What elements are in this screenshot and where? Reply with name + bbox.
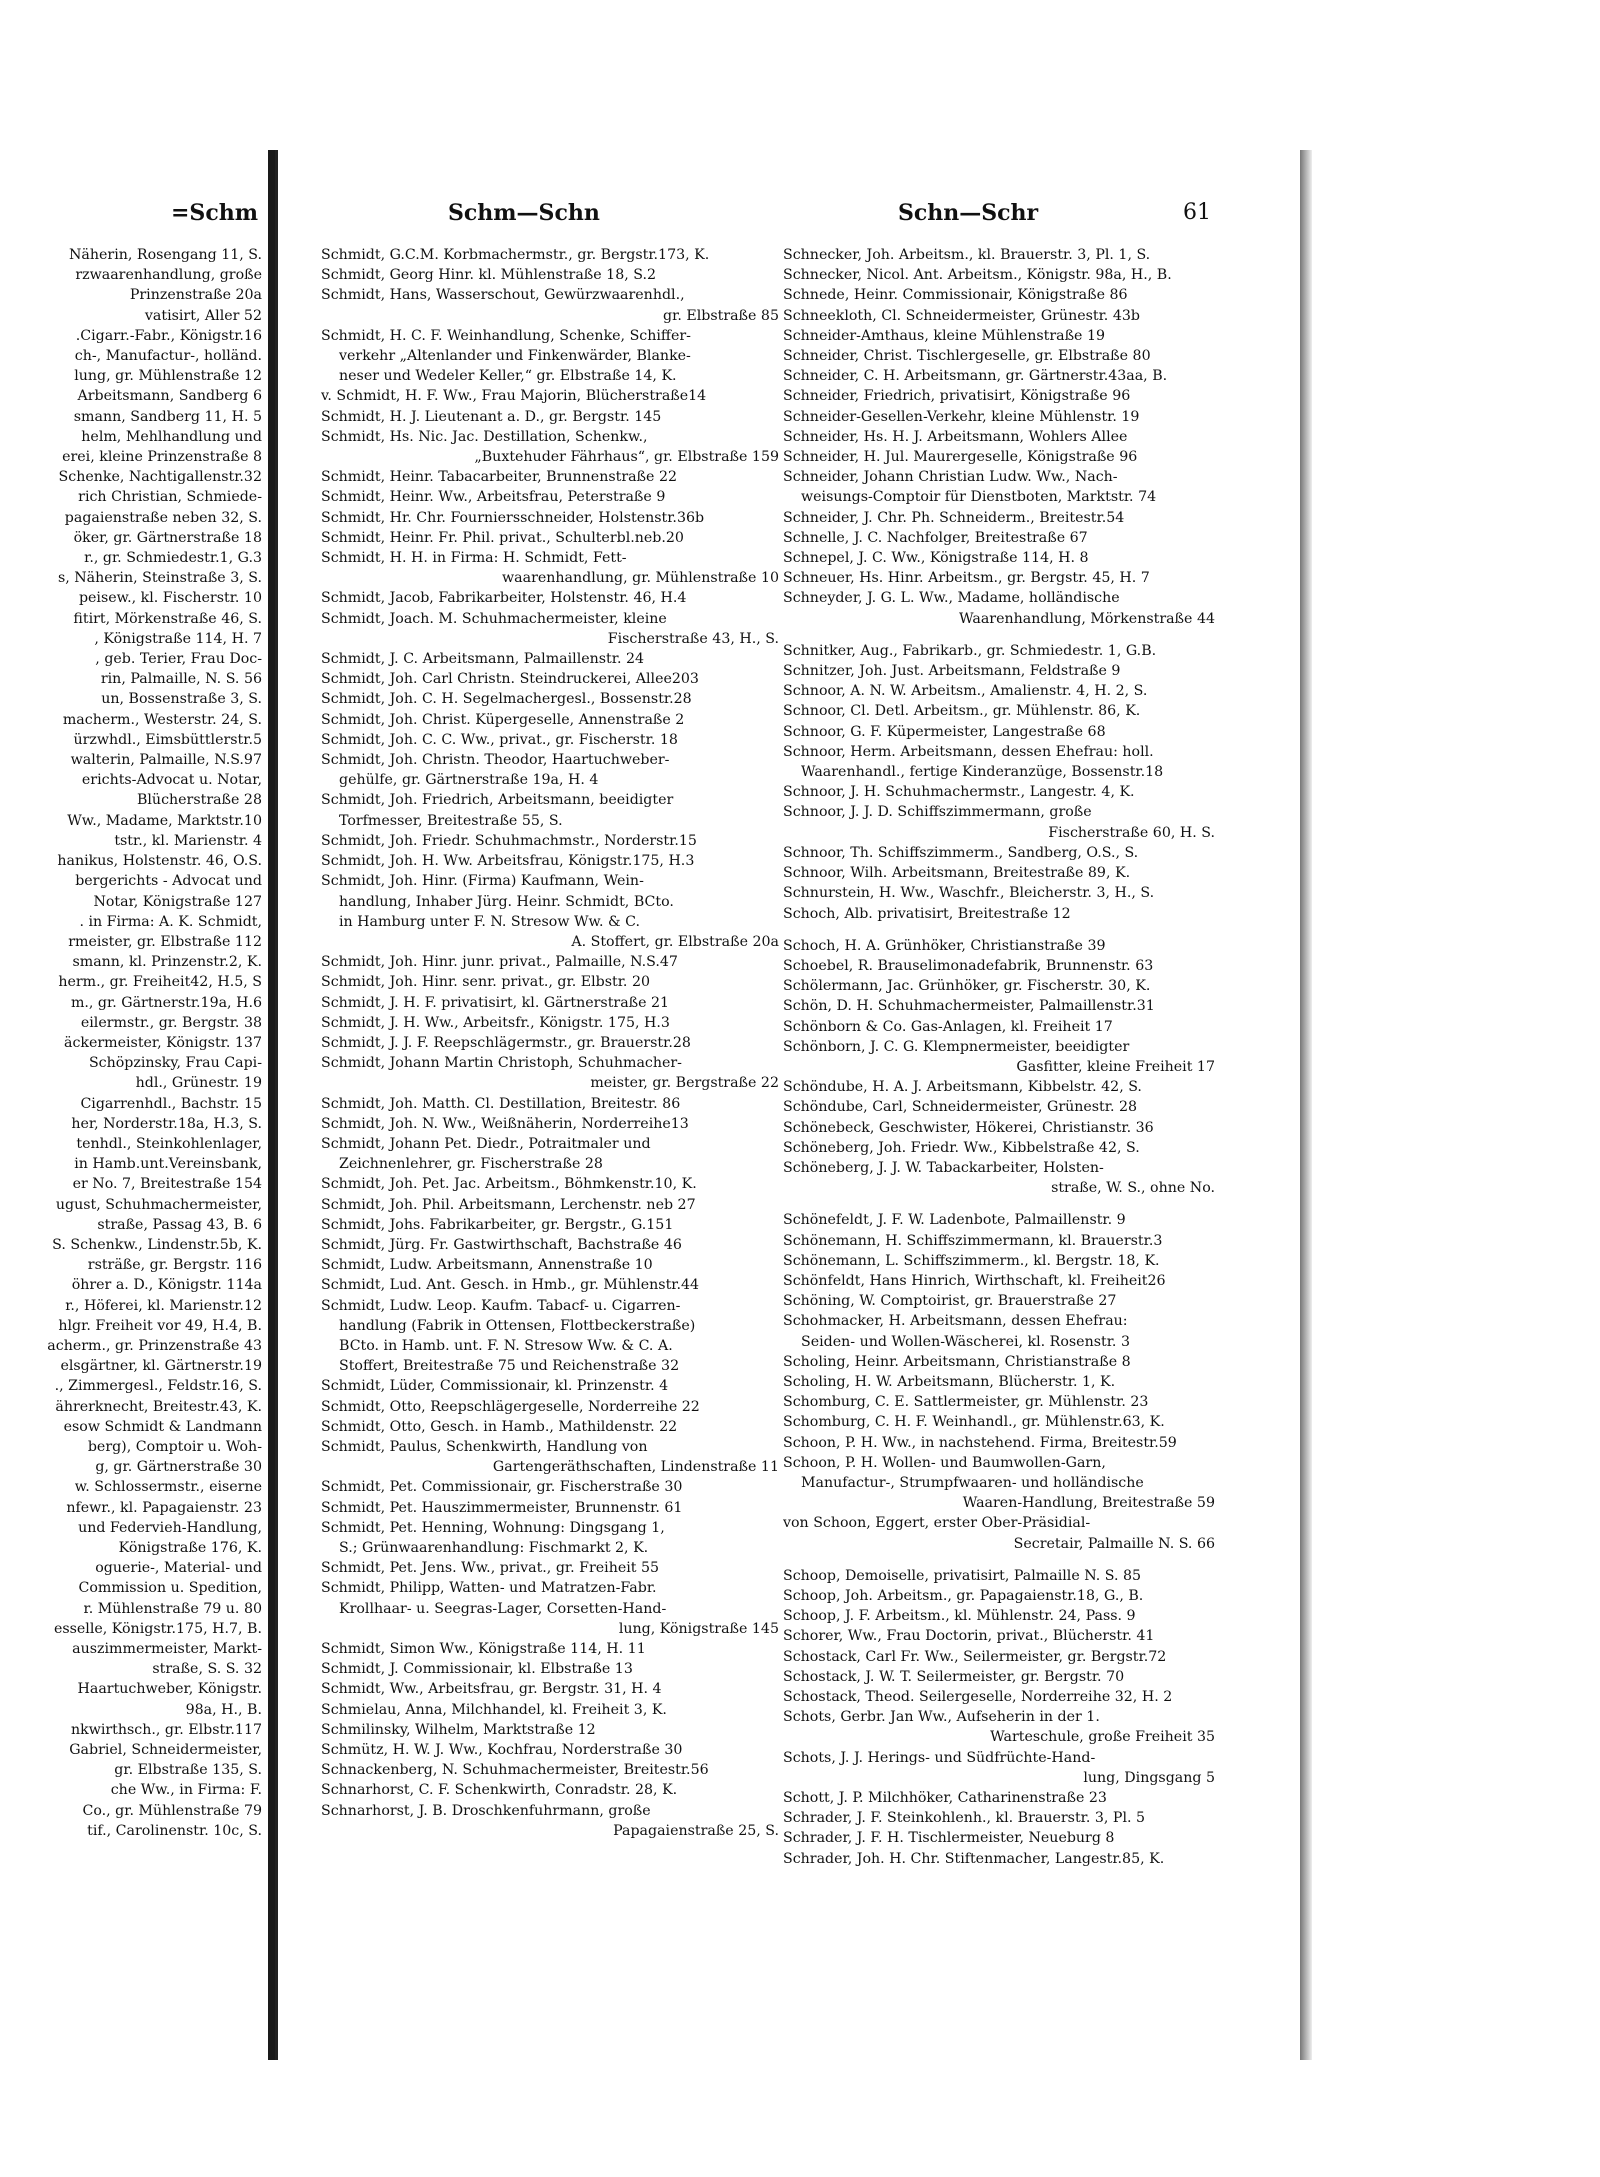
directory-entry: Schots, J. J. Herings- und Südfrüchte-Hand- — [783, 1749, 1096, 1766]
previous-page-line: peisew., kl. Fischerstr. 10 — [78, 590, 262, 607]
directory-entry: Schneider, H. Jul. Maurergeselle, Königstraße 96 — [783, 449, 1138, 466]
directory-entry: Schnoor, Wilh. Arbeitsmann, Breitestraße 89, K. — [783, 865, 1131, 882]
directory-page — [275, 150, 1305, 2060]
directory-entry: Krollhaar- u. Seegras-Lager, Corsetten-Hand- — [339, 1600, 667, 1617]
directory-entry: Schnelle, J. C. Nachfolger, Breitestraße 67 — [783, 529, 1088, 546]
directory-entry: Schneider, Johann Christian Ludw. Ww., Nach- — [783, 469, 1118, 486]
directory-entry-continuation: „Buxtehuder Fährhaus“, gr. Elbstraße 159 — [474, 449, 779, 466]
directory-entry: Schmidt, Johann Pet. Diedr., Potraitmaler und — [321, 1135, 651, 1152]
directory-entry: Zeichnenlehrer, gr. Fischerstraße 28 — [339, 1156, 603, 1173]
previous-page-line: elsgärtner, kl. Gärtnerstr.19 — [60, 1358, 262, 1375]
previous-page-line: Prinzenstraße 20a — [129, 287, 262, 304]
previous-page-line: , geb. Terier, Frau Doc- — [95, 651, 262, 668]
directory-entry-continuation: Warteschule, große Freiheit 35 — [990, 1729, 1215, 1746]
directory-entry: Schnarhorst, J. B. Droschkenfuhrmann, große — [321, 1802, 651, 1819]
previous-page-line: in Hamb.unt.Vereinsbank, — [74, 1156, 262, 1173]
directory-entry: Schmidt, J. C. Arbeitsmann, Palmaillenstr. 24 — [321, 651, 645, 668]
directory-entry-continuation: lung, Königstraße 145 — [618, 1620, 779, 1637]
previous-page-line: äckermeister, Königstr. 137 — [63, 1034, 262, 1051]
directory-entry: Schneider, J. Chr. Ph. Schneiderm., Breitestr.54 — [783, 509, 1125, 526]
previous-page-line: lung, gr. Mühlenstraße 12 — [74, 368, 262, 385]
previous-page-line: hdl., Grünestr. 19 — [135, 1075, 262, 1092]
previous-page-line: Schöpzinsky, Frau Capi- — [88, 1055, 262, 1072]
previous-page-line: Co., gr. Mühlenstraße 79 — [82, 1802, 262, 1819]
directory-entry: Schnackenberg, N. Schuhmachermeister, Breitestr.56 — [321, 1762, 709, 1779]
previous-page-line: S. Schenkw., Lindenstr.5b, K. — [52, 1236, 262, 1253]
previous-page-line: ürzwhdl., Eimsbüttlerstr.5 — [73, 731, 262, 748]
directory-entry: Schmidt, J. H. Ww., Arbeitsfr., Königstr. 175, H.3 — [321, 1014, 670, 1031]
entry-spacer — [783, 1198, 1215, 1210]
directory-entry: Schneider, Friedrich, privatisirt, Königstraße 96 — [783, 388, 1131, 405]
directory-entry: Schomburg, C. H. F. Weinhandl., gr. Mühlenstr.63, K. — [783, 1414, 1165, 1431]
directory-entry-continuation: Fischerstraße 43, H., S. — [607, 630, 779, 647]
directory-entry: Schnarhorst, C. F. Schenkwirth, Conradstr. 28, K. — [321, 1782, 678, 1799]
directory-entry: Waarenhandl., fertige Kinderanzüge, Bossenstr.18 — [801, 764, 1164, 781]
previous-page-line: hlgr. Freiheit vor 49, H.4, B. — [58, 1317, 262, 1334]
directory-entry: handlung (Fabrik in Ottensen, Flottbeckerstraße) — [339, 1317, 696, 1334]
directory-entry: Schmidt, Hr. Chr. Fourniersschneider, Holstenstr.36b — [321, 509, 705, 526]
directory-entry: neser und Wedeler Keller,“ gr. Elbstraße 14, K. — [339, 368, 677, 385]
directory-entry: Schots, Gerbr. Jan Ww., Aufseherin in der 1. — [783, 1709, 1100, 1726]
directory-entry: Schmidt, Joh. N. Ww., Weißnäherin, Norderreihe13 — [321, 1115, 689, 1132]
directory-entry: Schott, J. P. Milchhöker, Catharinenstraße 23 — [783, 1790, 1107, 1807]
directory-entry-continuation: Gasfitter, kleine Freiheit 17 — [1016, 1058, 1215, 1075]
directory-entry: Scholing, H. W. Arbeitsmann, Blücherstr. 1, K. — [783, 1373, 1116, 1390]
directory-entry: Schmütz, H. W. J. Ww., Kochfrau, Norderstraße 30 — [321, 1742, 683, 1759]
previous-page-line: Notar, Königstraße 127 — [93, 893, 262, 910]
previous-page-line: walterin, Palmaille, N.S.97 — [70, 752, 262, 769]
directory-entry: Schoon, P. H. Wollen- und Baumwollen-Garn, — [783, 1454, 1106, 1471]
previous-page-line: acherm., gr. Prinzenstraße 43 — [47, 1337, 262, 1354]
directory-entry: Schönemann, L. Schiffszimmerm., kl. Bergstr. 18, K. — [783, 1252, 1160, 1269]
directory-entry: Schnitker, Aug., Fabrikarb., gr. Schmiedestr. 1, G.B. — [783, 642, 1157, 659]
right-column — [783, 245, 1215, 1869]
directory-entry: Schmidt, H. C. F. Weinhandlung, Schenke, Schiffer- — [321, 327, 691, 344]
directory-entry: Schmidt, Heinr. Ww., Arbeitsfrau, Peterstraße 9 — [321, 489, 666, 506]
directory-entry: Schmidt, Jürg. Fr. Gastwirthschaft, Bachstraße 46 — [321, 1236, 682, 1253]
directory-entry: Schönemann, H. Schiffszimmermann, kl. Brauerstr.3 — [783, 1232, 1163, 1249]
previous-page-line: tif., Carolinenstr. 10c, S. — [87, 1822, 262, 1839]
previous-page-line: vatisirt, Aller 52 — [144, 307, 262, 324]
directory-entry: Schoop, Joh. Arbeitsm., gr. Papagaienstr.18, G., B. — [783, 1588, 1144, 1604]
directory-entry: Schöndube, H. A. J. Arbeitsmann, Kibbelstr. 42, S. — [783, 1079, 1142, 1096]
directory-entry: Schorer, Ww., Frau Doctorin, privat., Blücherstr. 41 — [783, 1628, 1155, 1645]
previous-page-line: Näherin, Rosengang 11, S. — [69, 247, 262, 263]
directory-entry-continuation: Gartengeräthschaften, Lindenstraße 11 — [492, 1459, 779, 1476]
previous-page-line: Arbeitsmann, Sandberg 6 — [77, 388, 262, 405]
directory-entry: Schnecker, Nicol. Ant. Arbeitsm., Königstr. 98a, H., B. — [783, 267, 1172, 284]
previous-page-line: nkwirthsch., gr. Elbstr.117 — [70, 1721, 262, 1738]
entry-spacer — [783, 924, 1215, 936]
previous-page-line: Königstraße 176, K. — [118, 1540, 262, 1556]
directory-entry: Schmidt, Johs. Fabrikarbeiter, gr. Bergstr., G.151 — [321, 1216, 674, 1233]
previous-page-line: che Ww., in Firma: F. — [110, 1782, 262, 1799]
previous-page-line: rich Christian, Schmiede- — [78, 489, 262, 506]
previous-page-line: un, Bossenstraße 3, S. — [101, 691, 262, 708]
previous-page-line: w. Schlossermstr., eiserne — [74, 1479, 262, 1496]
directory-entry: Schoop, J. F. Arbeitsm., kl. Mühlenstr. 24, Pass. 9 — [783, 1608, 1136, 1625]
directory-entry: handlung, Inhaber Jürg. Heinr. Schmidt, BCto. — [339, 893, 674, 910]
directory-entry: Schostack, J. W. T. Seilermeister, gr. Bergstr. 70 — [783, 1668, 1125, 1685]
directory-entry: Schmidt, Joh. Hinr. (Firma) Kaufmann, Wein- — [321, 873, 644, 890]
directory-entry: BCto. in Hamb. unt. F. N. Stresow Ww. & C. A. — [339, 1337, 673, 1354]
directory-entry: Schmidt, Joh. H. Ww. Arbeitsfrau, Königstr.175, H.3 — [321, 853, 695, 870]
directory-entry: Schmidt, Heinr. Tabacarbeiter, Brunnenstraße 22 — [321, 469, 677, 486]
directory-entry: Schmidt, Otto, Gesch. in Hamb., Mathildenstr. 22 — [321, 1418, 678, 1435]
previous-page-line: macherm., Westerstr. 24, S. — [62, 711, 262, 728]
directory-entry: Schön, D. H. Schuhmachermeister, Palmaillenstr.31 — [783, 998, 1155, 1015]
directory-entry: Schmidt, Philipp, Watten- und Matratzen-Fabr. — [321, 1580, 657, 1597]
directory-entry: Schmidt, J. H. F. privatisirt, kl. Gärtnerstraße 21 — [321, 994, 670, 1011]
directory-entry: Schneuer, Hs. Hinr. Arbeitsm., gr. Bergstr. 45, H. 7 — [783, 570, 1150, 587]
directory-entry: Schneyder, J. G. L. Ww., Madame, holländische — [783, 590, 1120, 607]
previous-page-line: bergerichts - Advocat und — [75, 873, 262, 890]
previous-page-line: Gabriel, Schneidermeister, — [69, 1742, 262, 1759]
directory-entry: Schnecker, Joh. Arbeitsm., kl. Brauerstr. 3, Pl. 1, S. — [783, 247, 1151, 263]
previous-page-line: tstr., kl. Marienstr. 4 — [114, 832, 262, 849]
directory-entry-continuation: meister, gr. Bergstraße 22 — [590, 1075, 779, 1092]
directory-entry: Schneider-Amthaus, kleine Mühlenstraße 19 — [783, 327, 1106, 344]
previous-page-line: rzwaarenhandlung, große — [75, 267, 262, 284]
previous-page-line: straße, Passag 43, B. 6 — [97, 1216, 262, 1233]
directory-entry: Schönefeldt, J. F. W. Ladenbote, Palmaillenstr. 9 — [783, 1212, 1126, 1229]
previous-page-line: nfewr., kl. Papagaienstr. 23 — [66, 1499, 262, 1516]
previous-page-column — [0, 245, 262, 1841]
previous-page-line: Cigarrenhdl., Bachstr. 15 — [80, 1095, 262, 1112]
directory-entry: Seiden- und Wollen-Wäscherei, kl. Rosenstr. 3 — [801, 1333, 1130, 1350]
directory-entry: Schnoor, Cl. Detl. Arbeitsm., gr. Mühlenstr. 86, K. — [783, 703, 1141, 720]
previous-page-line: , Königstraße 114, H. 7 — [94, 630, 262, 647]
previous-page-line: und Federvieh-Handlung, — [78, 1519, 262, 1536]
previous-page-line: oguerie-, Material- und — [95, 1560, 262, 1577]
entry-spacer — [783, 629, 1215, 641]
directory-entry: Schmidt, Jacob, Fabrikarbeiter, Holstenstr. 46, H.4 — [321, 590, 687, 607]
previous-page-line: esow Schmidt & Landmann — [63, 1418, 262, 1435]
directory-entry: Schmielau, Anna, Milchhandel, kl. Freiheit 3, K. — [321, 1701, 667, 1718]
directory-entry: Schmidt, Joh. Phil. Arbeitsmann, Lerchenstr. neb 27 — [321, 1196, 696, 1213]
directory-entry-continuation: A. Stoffert, gr. Elbstraße 20a — [571, 933, 779, 950]
directory-entry: Schnede, Heinr. Commissionair, Königstraße 86 — [783, 287, 1128, 304]
directory-entry: gehülfe, gr. Gärtnerstraße 19a, H. 4 — [339, 772, 599, 789]
directory-entry: Schmidt, Heinr. Fr. Phil. privat., Schulterbl.neb.20 — [321, 529, 684, 546]
directory-entry: Schmidt, Paulus, Schenkwirth, Handlung von — [321, 1438, 648, 1455]
previous-page-line: er No. 7, Breitestraße 154 — [72, 1176, 262, 1193]
directory-entry-continuation: Secretair, Palmaille N. S. 66 — [1013, 1535, 1215, 1552]
directory-entry: weisungs-Comptoir für Dienstboten, Marktstr. 74 — [801, 489, 1157, 506]
directory-entry-continuation: waarenhandlung, gr. Mühlenstraße 10 — [502, 570, 779, 587]
previous-page-line: fitirt, Mörkenstraße 46, S. — [73, 610, 262, 627]
previous-page-line: öhrer a. D., Königstr. 114a — [71, 1277, 262, 1294]
directory-entry: Schmidt, Joh. C. C. Ww., privat., gr. Fischerstr. 18 — [321, 731, 678, 748]
directory-entry: Schmidt, Pet. Hauszimmermeister, Brunnenstr. 61 — [321, 1499, 683, 1516]
previous-page-line: smann, Sandberg 11, H. 5 — [73, 408, 262, 425]
previous-page-line: eilermstr., gr. Bergstr. 38 — [80, 1014, 262, 1031]
previous-page-line: gr. Elbstraße 135, S. — [114, 1762, 262, 1779]
directory-entry: Schmidt, Johann Martin Christoph, Schuhmacher- — [321, 1055, 682, 1072]
directory-entry: Schohmacker, H. Arbeitsmann, dessen Ehefrau: — [783, 1313, 1128, 1330]
directory-entry: Schmidt, Pet. Commissionair, gr. Fischerstraße 30 — [321, 1479, 683, 1496]
directory-entry: Schmidt, H. J. Lieutenant a. D., gr. Bergstr. 145 — [321, 408, 662, 425]
directory-entry: Schmidt, Ww., Arbeitsfrau, gr. Bergstr. 31, H. 4 — [321, 1681, 662, 1698]
previous-page-line: Haartuchweber, Königstr. — [77, 1681, 262, 1698]
directory-entry: Schmidt, Otto, Reepschlägergeselle, Norderreihe 22 — [321, 1398, 700, 1415]
directory-entry: Schmidt, Ludw. Leop. Kaufm. Tabacf- u. Cigarren- — [321, 1297, 681, 1314]
directory-entry: Schmidt, Joh. Hinr. junr. privat., Palmaille, N.S.47 — [321, 954, 678, 971]
directory-entry: Schoop, Demoiselle, privatisirt, Palmaille N. S. 85 — [783, 1567, 1142, 1584]
directory-entry: Schostack, Carl Fr. Ww., Seilermeister, gr. Bergstr.72 — [783, 1648, 1167, 1665]
directory-entry: Schoch, Alb. privatisirt, Breitestraße 12 — [783, 905, 1071, 922]
previous-page-line: . in Firma: A. K. Schmidt, — [79, 913, 262, 930]
previous-page-line: berg), Comptoir u. Woh- — [87, 1438, 262, 1455]
previous-page-line: Commission u. Spedition, — [78, 1580, 262, 1597]
directory-entry: Schoebel, R. Brauselimonadefabrik, Brunnenstr. 63 — [783, 957, 1154, 974]
directory-entry: Schneider, C. H. Arbeitsmann, gr. Gärtnerstr.43aa, B. — [783, 368, 1168, 385]
directory-entry: Schmidt, H. H. in Firma: H. Schmidt, Fett- — [321, 550, 627, 567]
directory-entry: Schmidt, Simon Ww., Königstraße 114, H. 11 — [321, 1641, 646, 1658]
directory-entry: Schmidt, Joh. Pet. Jac. Arbeitsm., Böhmkenstr.10, K. — [321, 1176, 697, 1193]
directory-entry: Schnepel, J. C. Ww., Königstraße 114, H. 8 — [783, 550, 1089, 567]
directory-entry: Schmidt, Joh. Matth. Cl. Destillation, Breitestr. 86 — [321, 1095, 681, 1112]
previous-page-line: herm., gr. Freiheit42, H.5, S — [58, 974, 262, 991]
directory-entry: Schöneberg, J. J. W. Tabackarbeiter, Holsten- — [783, 1159, 1104, 1176]
previous-page-line: r. Mühlenstraße 79 u. 80 — [83, 1600, 262, 1617]
previous-page-line: ., Zimmergesl., Feldstr.16, S. — [54, 1378, 262, 1395]
previous-page-header: =Schm — [171, 200, 258, 226]
directory-entry: Schomburg, C. E. Sattlermeister, gr. Mühlenstr. 23 — [783, 1394, 1149, 1411]
directory-entry: Schnurstein, H. Ww., Waschfr., Bleicherstr. 3, H., S. — [783, 885, 1155, 902]
directory-entry: Schneekloth, Cl. Schneidermeister, Grünestr. 43b — [783, 307, 1140, 324]
directory-entry: Schneider, Hs. H. J. Arbeitsmann, Wohlers Allee — [783, 428, 1128, 445]
directory-entry: Manufactur-, Strumpfwaaren- und holländische — [801, 1474, 1144, 1491]
directory-entry: Schmidt, Georg Hinr. kl. Mühlenstraße 18, S.2 — [321, 267, 656, 284]
directory-entry: Schoon, P. H. Ww., in nachstehend. Firma, Breitestr.59 — [783, 1434, 1177, 1451]
directory-entry: Schostack, Theod. Seilergeselle, Norderreihe 32, H. 2 — [783, 1689, 1173, 1706]
directory-entry: Schnoor, A. N. W. Arbeitsm., Amalienstr. 4, H. 2, S. — [783, 683, 1148, 700]
directory-entry-continuation: Papagaienstraße 25, S. — [613, 1822, 779, 1839]
directory-entry: Schmilinsky, Wilhelm, Marktstraße 12 — [321, 1721, 596, 1738]
previous-page-line: tenhdl., Steinkohlenlager, — [76, 1135, 262, 1152]
previous-page-line: g, gr. Gärtnerstraße 30 — [95, 1459, 262, 1476]
directory-entry-continuation: gr. Elbstraße 85 — [663, 307, 779, 324]
directory-entry: Scholing, Heinr. Arbeitsmann, Christianstraße 8 — [783, 1353, 1131, 1370]
directory-entry: Schmidt, Joh. C. H. Segelmachergesl., Bossenstr.28 — [321, 691, 692, 708]
header-right: Schn—Schr — [898, 200, 1039, 226]
previous-page-line: auszimmermeister, Markt- — [72, 1641, 262, 1658]
directory-entry: Schmidt, Joh. Hinr. senr. privat., gr. Elbstr. 20 — [321, 974, 651, 991]
previous-page-line: ährerknecht, Breitestr.43, K. — [55, 1398, 262, 1415]
directory-entry: Schnoor, J. J. D. Schiffszimmermann, große — [783, 804, 1092, 821]
directory-entry-continuation: lung, Dingsgang 5 — [1083, 1769, 1215, 1786]
directory-entry: Schrader, J. F. H. Tischlermeister, Neueburg 8 — [783, 1830, 1115, 1847]
directory-entry-continuation: Waarenhandlung, Mörkenstraße 44 — [959, 610, 1215, 627]
directory-entry: Schmidt, Joh. Carl Christn. Steindruckerei, Allee203 — [321, 671, 699, 688]
directory-entry: Schnoor, G. F. Küpermeister, Langestraße 68 — [783, 723, 1106, 740]
directory-entry: Schmidt, Joh. Friedrich, Arbeitsmann, beeidigter — [321, 792, 674, 809]
previous-page-line: Schenke, Nachtigallenstr.32 — [58, 469, 262, 486]
previous-page-fragment — [0, 150, 271, 2060]
previous-page-line: her, Norderstr.18a, H.3, S. — [71, 1115, 262, 1132]
previous-page-line: rin, Palmaille, N. S. 56 — [100, 671, 262, 688]
directory-entry: Schnitzer, Joh. Just. Arbeitsmann, Feldstraße 9 — [783, 663, 1121, 680]
header-left: Schm—Schn — [448, 200, 600, 226]
previous-page-line: esselle, Königstr.175, H.7, B. — [53, 1620, 262, 1637]
directory-entry-continuation: Fischerstraße 60, H. S. — [1048, 824, 1215, 841]
page-edge — [1300, 150, 1312, 2060]
middle-column — [321, 245, 779, 1841]
directory-entry: verkehr „Altenlander und Finkenwärder, Blanke- — [339, 348, 691, 365]
previous-page-line: .Cigarr.-Fabr., Königstr.16 — [75, 327, 262, 344]
page-number: 61 — [1183, 200, 1211, 225]
previous-page-line: ch-, Manufactur-, holländ. — [74, 348, 262, 365]
directory-entry: Schmidt, Hs. Nic. Jac. Destillation, Schenkw., — [321, 428, 648, 445]
previous-page-line: hanikus, Holstenstr. 46, O.S. — [57, 853, 262, 870]
previous-page-line: r., Höferei, kl. Marienstr.12 — [65, 1297, 262, 1314]
directory-entry: Schnoor, J. H. Schuhmachermstr., Langestr. 4, K. — [783, 784, 1135, 801]
directory-entry: Schmidt, Hans, Wasserschout, Gewürzwaarenhdl., — [321, 287, 685, 304]
previous-page-line: pagaienstraße neben 32, S. — [64, 509, 262, 526]
directory-entry: Schmidt, Joh. Friedr. Schuhmachmstr., Norderstr.15 — [321, 832, 697, 849]
directory-entry: Schöneberg, Joh. Friedr. Ww., Kibbelstraße 42, S. — [783, 1139, 1140, 1156]
directory-entry-continuation: Waaren-Handlung, Breitestraße 59 — [962, 1495, 1215, 1512]
directory-entry: Schönborn & Co. Gas-Anlagen, kl. Freiheit 17 — [783, 1018, 1113, 1035]
directory-entry: Schnoor, Herm. Arbeitsmann, dessen Ehefrau: holl. — [783, 743, 1154, 760]
directory-entry: Schoch, H. A. Grünhöker, Christianstraße 39 — [783, 937, 1106, 954]
directory-entry-continuation: straße, W. S., ohne No. — [1051, 1180, 1215, 1197]
previous-page-line: öker, gr. Gärtnerstraße 18 — [73, 529, 262, 546]
directory-entry: in Hamburg unter F. N. Stresow Ww. & C. — [339, 913, 641, 930]
directory-entry: Schmidt, Joh. Christ. Küpergeselle, Annenstraße 2 — [321, 711, 685, 728]
directory-entry: Schrader, J. F. Steinkohlenh., kl. Brauerstr. 3, Pl. 5 — [783, 1810, 1146, 1827]
directory-entry: Schöndube, Carl, Schneidermeister, Grünestr. 28 — [783, 1099, 1138, 1116]
directory-entry: Schmidt, J. J. F. Reepschlägermstr., gr. Brauerstr.28 — [321, 1034, 691, 1051]
entry-spacer — [783, 1554, 1215, 1566]
directory-entry: Schönfeldt, Hans Hinrich, Wirthschaft, kl. Freiheit26 — [783, 1272, 1166, 1289]
previous-page-line: Blücherstraße 28 — [136, 792, 262, 809]
directory-entry: Schöning, W. Comptoirist, gr. Brauerstraße 27 — [783, 1293, 1117, 1310]
previous-page-line: erichts-Advocat u. Notar, — [81, 772, 262, 789]
previous-page-line: erei, kleine Prinzenstraße 8 — [62, 449, 262, 466]
previous-page-line: rsträße, gr. Bergstr. 116 — [87, 1257, 262, 1274]
directory-entry: Schönebeck, Geschwister, Hökerei, Christianstr. 36 — [783, 1119, 1154, 1136]
directory-entry: S.; Grünwaarenhandlung: Fischmarkt 2, K. — [339, 1540, 649, 1556]
directory-entry: Schönborn, J. C. G. Klempnermeister, beeidigter — [783, 1038, 1130, 1055]
directory-entry: Schmidt, Pet. Jens. Ww., privat., gr. Freiheit 55 — [321, 1560, 660, 1577]
directory-entry: Schneider, Christ. Tischlergeselle, gr. Elbstraße 80 — [783, 348, 1151, 365]
directory-entry: Schmidt, G.C.M. Korbmachermstr., gr. Bergstr.173, K. — [321, 247, 710, 263]
directory-entry: Schmidt, Ludw. Arbeitsmann, Annenstraße 10 — [321, 1257, 653, 1274]
previous-page-line: r., gr. Schmiedestr.1, G.3 — [84, 550, 262, 567]
directory-entry: Schmidt, Lüder, Commissionair, kl. Prinzenstr. 4 — [321, 1378, 669, 1395]
directory-entry: Schmidt, Pet. Henning, Wohnung: Dingsgang 1, — [321, 1519, 665, 1536]
previous-page-line: rmeister, gr. Elbstraße 112 — [68, 933, 262, 950]
directory-entry: Schmidt, Joh. Christn. Theodor, Haartuchweber- — [321, 752, 670, 769]
directory-entry: Schmidt, Lud. Ant. Gesch. in Hmb., gr. Mühlenstr.44 — [321, 1277, 700, 1294]
previous-page-line: smann, kl. Prinzenstr.2, K. — [72, 954, 262, 971]
previous-page-line: ugust, Schuhmachermeister, — [55, 1196, 262, 1213]
previous-page-line: 98a, H., B. — [185, 1701, 262, 1718]
previous-page-line: s, Näherin, Steinstraße 3, S. — [57, 570, 262, 587]
directory-entry: v. Schmidt, H. F. Ww., Frau Majorin, Blücherstraße14 — [321, 388, 707, 405]
directory-entry: Schnoor, Th. Schiffszimmerm., Sandberg, O.S., S. — [783, 844, 1139, 861]
directory-entry: Schneider-Gesellen-Verkehr, kleine Mühlenstr. 19 — [783, 408, 1140, 425]
directory-entry: Schmidt, Joach. M. Schuhmachermeister, kleine — [321, 610, 667, 627]
directory-entry: Torfmesser, Breitestraße 55, S. — [339, 812, 563, 829]
previous-page-line: m., gr. Gärtnerstr.19a, H.6 — [70, 994, 262, 1011]
directory-entry: Schölermann, Jac. Grünhöker, gr. Fischerstr. 30, K. — [783, 978, 1151, 995]
directory-entry: Schrader, Joh. H. Chr. Stiftenmacher, Langestr.85, K. — [783, 1850, 1165, 1867]
directory-entry: Schmidt, J. Commissionair, kl. Elbstraße 13 — [321, 1661, 633, 1678]
previous-page-line: helm, Mehlhandlung und — [81, 428, 262, 445]
previous-page-line: Ww., Madame, Marktstr.10 — [67, 812, 262, 829]
directory-entry: Stoffert, Breitestraße 75 und Reichenstraße 32 — [339, 1358, 680, 1375]
previous-page-line: straße, S. S. 32 — [152, 1661, 262, 1678]
directory-entry: von Schoon, Eggert, erster Ober-Präsidial- — [783, 1515, 1091, 1532]
